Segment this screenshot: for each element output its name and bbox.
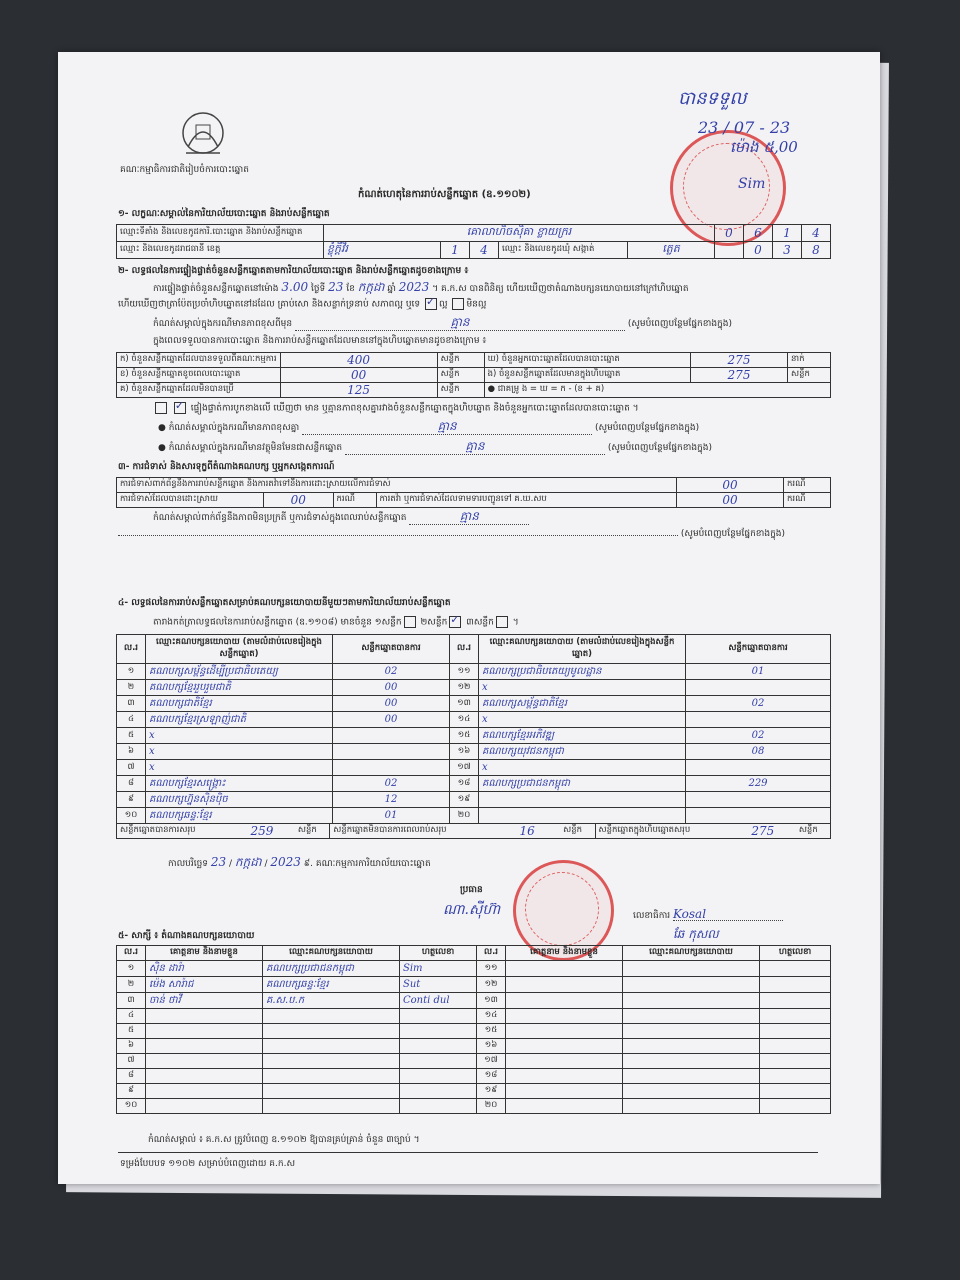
- witness-signature: [760, 1084, 831, 1099]
- witness-row: [117, 1084, 831, 1099]
- party-no: ១៣: [450, 696, 479, 712]
- total-valid-value: 259: [250, 824, 274, 838]
- witness-row: [117, 1024, 831, 1039]
- party-votes: [333, 744, 450, 760]
- section5-heading: ៥- សាក្សី ៖ តំណាងគណបក្សនយោបាយ: [118, 931, 255, 941]
- witness-party: គណបក្សឆន្ទៈខ្មែរ: [263, 977, 400, 993]
- received-ballots-value: 400: [280, 353, 437, 368]
- commune-code-3: 8: [802, 242, 831, 259]
- has-diff-checkbox[interactable]: [155, 402, 167, 414]
- witness-signature: [760, 1099, 831, 1114]
- party-name: គណបក្សប្រជាជនកម្ពុជា: [479, 776, 686, 792]
- witness-no: ២: [117, 977, 146, 993]
- witness-party: [263, 1054, 400, 1069]
- witness-no: ១២: [477, 977, 506, 993]
- total-box-label: សន្លឹកឆ្នោតក្នុងហិបឆ្នោតសរុប: [598, 825, 691, 835]
- party-no: ១៧: [450, 760, 479, 776]
- witness-party: [263, 1084, 400, 1099]
- party-row: [117, 712, 831, 728]
- discrepancy-note: ● កំណត់សម្គាល់ក្នុងករណីមានភាពខុសគ្នា គ្មាន (សូមបំពេញបន្ថែមផ្នែកខាងក្នុង): [158, 419, 700, 433]
- witness-no: ១០: [117, 1099, 146, 1114]
- witness-signature: [760, 1039, 831, 1054]
- party-no: ២០: [450, 808, 479, 824]
- party-votes: [686, 712, 831, 728]
- witness-party: [623, 1054, 760, 1069]
- witness-party: [263, 1099, 400, 1114]
- witness-row: [117, 993, 831, 1009]
- irregularity-note: កំណត់សម្គាល់ពាក់ព័ន្ធនឹងភាពមិនប្រក្រតី ឬការជំទាស់ក្នុងពេលរាប់សន្លឹកឆ្នោត គ្មាន: [153, 510, 529, 525]
- witness-party: [263, 1039, 400, 1054]
- party-votes: 01: [333, 808, 450, 824]
- party-row: [117, 696, 831, 712]
- witness-name: [506, 961, 623, 977]
- witness-table: ល.រ គោត្តនាម និងនាមខ្លួន ឈ្មោះគណបក្សនយោបាយ ហត្ថលេខា ល.រ គោត្តនាម និងនាមខ្លួន ឈ្មោះគណបក្សនយោបាយ ហត្ថលេខា ១ សុិន ដារ៉ា គណបក្សប្រជាជនកម្ពុជា Sim ១១ ២ ម៉េង សារ៉ាជ គណបក្សឆន្ទៈខ្មែរ Sut ១២ ៣ ចាន់ ថាវី គ.ស.ប.ក Conti dul ១៣ ៤ ១៤ ៥ ១៥ ៦ ១៦ ៧ ១៧ ៨ ១៨ ៩ ១៩ ១០ ២០: [116, 945, 831, 1114]
- party-row: [117, 808, 831, 824]
- three-sheet-checkbox[interactable]: [496, 616, 508, 628]
- witness-party: [623, 1039, 760, 1054]
- witness-name: សុិន ដារ៉ា: [146, 961, 263, 977]
- stamp-time: ម៉ោង ៥,00: [730, 138, 798, 156]
- witness-signature: [760, 961, 831, 977]
- party-name: x: [146, 744, 333, 760]
- one-sheet-checkbox[interactable]: [404, 616, 416, 628]
- party-name: គណបក្សខ្មែររួបរួមជាតិ: [146, 680, 333, 696]
- witness-signature: [760, 1054, 831, 1069]
- footer-divider: [118, 1152, 818, 1153]
- party-votes: 229: [686, 776, 831, 792]
- party-votes: 08: [686, 744, 831, 760]
- party-name: គណបក្សខ្មែរសង្រ្គោះ: [146, 776, 333, 792]
- unused-ballots-value: 125: [280, 383, 437, 398]
- party-no: ៤: [117, 712, 146, 728]
- difference-note-value: គ្មាន: [450, 315, 470, 329]
- party-no: ៥: [117, 728, 146, 744]
- party-no: ៧: [117, 760, 146, 776]
- received-ballots-label: ក) ចំនួនសន្លឹកឆ្នោតដែលបានទទួលពីគណៈកម្មការ: [117, 353, 281, 368]
- witness-name: ម៉េង សារ៉ាជ: [146, 977, 263, 993]
- station-code-2: 6: [744, 225, 773, 242]
- party-votes: [333, 728, 450, 744]
- party-name: គណបក្សឆន្ទៈខ្មែរ: [146, 808, 333, 824]
- party-votes: [686, 808, 831, 824]
- total-invalid-label: សន្លឹកឆ្នោតមិនបានការពេលរាប់សរុប: [333, 825, 447, 835]
- province-label: ឈ្មោះ និងលេខកូដរាជធានី ខេត្ត: [117, 242, 324, 259]
- witness-party: [263, 1009, 400, 1024]
- verification-time: 3.00: [281, 280, 309, 294]
- commune-label: ឈ្មោះ និងលេខកូដឃុំ សង្កាត់: [499, 242, 628, 258]
- difference-note: កំណត់សម្គាល់ក្នុងករណីមានភាពខុសពីមុន គ្មាន (សូមបំពេញបន្ថែមផ្នែកខាងក្នុង): [153, 315, 732, 329]
- witness-name: [146, 1009, 263, 1024]
- verification-year: 2023: [398, 280, 430, 294]
- witness-note: កំណត់សម្គាល់ ៖ គ.ក.ស ត្រូវបំពេញ ឧ.១១០២ ឱ្យបានគ្រប់គ្រាន់ ចំនួន ៣ច្បាប់ ។: [148, 1135, 420, 1145]
- witness-party: [263, 1024, 400, 1039]
- document-page: [58, 52, 880, 1184]
- ballots-in-box-label: ង) ចំនួនសន្លឹកឆ្នោតដែលមានក្នុងហិបឆ្នោត: [484, 368, 690, 383]
- party-votes: [686, 760, 831, 776]
- referred-label: ការតវ៉ា ឬការជំទាស់ដែលទាមទារបញ្ជូនទៅ គ.ឃ.សប: [376, 493, 676, 508]
- discrepancy-check-line: ✓ ផ្ទៀងផ្ទាត់ការបូកខាងលើ ឃើញថា មាន ឬគ្មានភាពខុសគ្នារវាងចំនួនសន្លឹកឆ្នោតក្នុងហិបឆ្នោត និងចំនួនអ្នកបោះឆ្នោតដែលបានបោះឆ្នោត ។: [153, 402, 639, 415]
- party-name: x: [146, 760, 333, 776]
- witness-name: [506, 977, 623, 993]
- witness-party: [623, 961, 760, 977]
- unused-ballots-label: គ) ចំនួនសន្លឹកឆ្នោតដែលមិនបានប្រើ: [117, 383, 281, 398]
- station-code-4: 4: [802, 225, 831, 242]
- resolved-label: ការជំទាស់ដែលបានដោះស្រាយ: [117, 493, 264, 508]
- party-name: គណបក្សសម្ព័ន្ធដើម្បីប្រជាធិបតេយ្យ: [146, 664, 333, 680]
- secretary-signature: Kosal: [673, 908, 783, 921]
- party-no: ១១: [450, 664, 479, 680]
- witness-no: ៧: [117, 1054, 146, 1069]
- witness-party: [623, 977, 760, 993]
- witness-no: ៤: [117, 1009, 146, 1024]
- voters-value: 275: [691, 353, 788, 368]
- commune-value: ត្លេត: [662, 242, 680, 255]
- witness-row: [117, 961, 831, 977]
- witness-no: ២០: [477, 1099, 506, 1114]
- party-name: x: [479, 712, 686, 728]
- ballots-in-box-value: 275: [691, 368, 788, 383]
- stamp-date: 23 / 07 - 23: [698, 118, 791, 137]
- witness-no: ៦: [117, 1039, 146, 1054]
- party-no: ១៩: [450, 792, 479, 808]
- section1-table: [116, 224, 831, 259]
- party-no: ៨: [117, 776, 146, 792]
- station-code-1: 0: [715, 225, 744, 242]
- total-box-value: 275: [751, 824, 775, 838]
- party-results-table: ល.រ ឈ្មោះគណបក្សនយោបាយ (តាមលំដាប់លេខរៀងក្នុងសន្លឹកឆ្នោត) សន្លឹកឆ្នោតបានការ ល.រ ឈ្មោះគណបក្សនយោបាយ (តាមលំដាប់លេខរៀងក្នុងសន្លឹកឆ្នោត) សន្លឹកឆ្នោតបានការ ១ គណបក្សសម្ព័ន្ធដើម្បីប្រជាធិបតេយ្យ 02 ១១ គណបក្សប្រជាធិបតេយ្យមូលដ្ឋាន 01 ២ គណបក្សខ្មែររួបរួមជាតិ 00 ១២ x ៣ គណបក្សជាតិខ្មែរ 00 ១៣ គណបក្សសម្ព័ន្ធជាតិខ្មែរ 02 ៤ គណបក្សខ្មែរស្រឡាញ់ជាតិ 00 ១៤ x ៥ x ១៥ គណបក្សខ្មែរអភិវឌ្ឍ 02 ៦ x ១៦ គណបក្សយុវជនកម្ពុជា 08 ៧ x ១៧ x ៨ គណបក្សខ្មែរសង្រ្គោះ 02 ១៨ គណបក្សប្រជាជនកម្ពុជា 229 ៩ គណបក្សហ្វ៊ុនស៊ិនប៉ិច 12 ១៩ ១០ គណបក្សឆន្ទៈខ្មែរ 01 ២០ សន្លឹកឆ្នោតបានការសរុប 259 សន្លឹក សន្លឹកឆ្នោតមិនបានការពេលរាប់សរុប 16 សន្លឹក សន្លឹកឆ្នោតក្នុងហិបឆ្នោតសរុប 275 សន្លឹក: [116, 634, 831, 839]
- signing-date-line: កាលបរិច្ឆេទ 23 / កក្កដា / 2023 ៩. គណៈកម្មការការិយាល័យបោះឆ្នោត: [168, 855, 431, 869]
- total-invalid-value: 16: [519, 824, 535, 838]
- witness-no: ៥: [117, 1024, 146, 1039]
- complaints-label: ការជំទាស់ពាក់ព័ន្ធនឹងការរាប់សន្លឹកឆ្នោត និងការតវ៉ាទៅនឹងការដោះស្រាយលើការជំទាស់: [117, 478, 677, 493]
- party-name: [479, 808, 686, 824]
- witness-signature: [400, 1069, 477, 1084]
- witness-signature: [760, 1069, 831, 1084]
- witness-row: [117, 1039, 831, 1054]
- commune-code-1: 0: [744, 242, 773, 259]
- party-no: ១៤: [450, 712, 479, 728]
- witness-party: [623, 1069, 760, 1084]
- formula-note: ● ជាគម្រូ ង = ឃ = ក - (ខ + គ): [484, 383, 830, 398]
- party-votes: 02: [686, 728, 831, 744]
- verification-month: កក្កដា: [357, 280, 385, 294]
- foreign-object-note: ● កំណត់សម្គាល់ក្នុងករណីមានវត្ថុមិនមែនជាសន្លឹកឆ្នោត គ្មាន (សូមបំពេញបន្ថែមផ្នែកខាងក្នុង): [158, 439, 712, 453]
- witness-signature: Conti dul: [400, 993, 477, 1009]
- witness-name: [506, 1099, 623, 1114]
- witness-no: ៩: [117, 1084, 146, 1099]
- witness-name: [146, 1024, 263, 1039]
- spoiled-ballots-value: 00: [280, 368, 437, 383]
- party-row: [117, 664, 831, 680]
- chair-signature: ណា.សុីហ៊ា: [443, 902, 501, 918]
- referred-value: 00: [677, 493, 784, 508]
- secretary-line: លេខាធិការ Kosal: [633, 908, 783, 922]
- org-name: គណៈកម្មាធិការជាតិរៀបចំការបោះឆ្នោត: [120, 165, 249, 175]
- party-no: ១៦: [450, 744, 479, 760]
- witness-name: [506, 1054, 623, 1069]
- emblem-icon: [178, 107, 228, 162]
- witness-party: [623, 1024, 760, 1039]
- witness-name: [506, 1039, 623, 1054]
- witness-party: គ.ស.ប.ក: [263, 993, 400, 1009]
- witness-row: [117, 1069, 831, 1084]
- party-no: ៦: [117, 744, 146, 760]
- seal-status-line: ហើយឃើញថាត្រាប៉ែតប្រចាំហិបឆ្នោតនៅដដែល គ្រាប់សោ និងសន្លាក់ទ្រនាប់ សភាពល្អ ឬទេ ✓ ល្អ មិនល្អ: [118, 298, 486, 311]
- witness-name: [146, 1099, 263, 1114]
- party-votes: 02: [333, 776, 450, 792]
- party-no: ១០: [117, 808, 146, 824]
- witness-no: ១: [117, 961, 146, 977]
- chair-label: ប្រធាន: [460, 885, 483, 895]
- witness-row: [117, 1054, 831, 1069]
- section1-heading: ១- លក្ខណៈសម្គាល់នៃការិយាល័យបោះឆ្នោត និងរាប់សន្លឹកឆ្នោត: [118, 209, 330, 219]
- witness-name: [506, 1009, 623, 1024]
- polling-station-value: គោលាហិចសុិគា ខ្លាយក្ររ: [324, 225, 715, 242]
- party-name: គណបក្សជាតិខ្មែរ: [146, 696, 333, 712]
- witness-signature: Sut: [400, 977, 477, 993]
- section2-heading: ២- លទ្ធផលនៃការផ្ទៀងផ្ទាត់ចំនួនសន្លឹកឆ្នោតតាមការិយាល័យបោះឆ្នោត និងរាប់សន្លឹកឆ្នោតដូចខាងក្រោម ៖: [118, 266, 469, 276]
- total-valid-label: សន្លឹកឆ្នោតបានការសរុប: [120, 825, 196, 835]
- witness-signature: [400, 1054, 477, 1069]
- party-row: [117, 680, 831, 696]
- witness-row: [117, 1009, 831, 1024]
- witness-no: ១៥: [477, 1024, 506, 1039]
- party-name: គណបក្សសម្ព័ន្ធជាតិខ្មែរ: [479, 696, 686, 712]
- witness-no: ១៣: [477, 993, 506, 1009]
- witness-name: [146, 1084, 263, 1099]
- voters-label: ឃ) ចំនួនអ្នកបោះឆ្នោតដែលបានបោះឆ្នោត: [484, 353, 690, 368]
- party-name: គណបក្សហ្វ៊ុនស៊ិនប៉ិច: [146, 792, 333, 808]
- party-votes: 12: [333, 792, 450, 808]
- irregularity-note-line2: (សូមបំពេញបន្ថែមផ្នែកខាងក្នុង): [118, 528, 785, 540]
- no-diff-checkbox[interactable]: [174, 402, 186, 414]
- party-no: ១២: [450, 680, 479, 696]
- party-votes: 02: [686, 696, 831, 712]
- party-row: [117, 760, 831, 776]
- complaints-table: ការជំទាស់ពាក់ព័ន្ធនឹងការរាប់សន្លឹកឆ្នោត និងការតវ៉ាទៅនឹងការដោះស្រាយលើការជំទាស់ 00 ករណី ការជំទាស់ដែលបានដោះស្រាយ 00 ករណី ការតវ៉ា ឬការជំទាស់ដែលទាមទារបញ្ជូនទៅ គ.ឃ.សប 00 ករណី: [116, 477, 831, 508]
- witness-party: [623, 1084, 760, 1099]
- seal-bad-checkbox[interactable]: [452, 298, 464, 310]
- witness-name: [146, 1069, 263, 1084]
- party-votes: 00: [333, 712, 450, 728]
- section4-heading: ៤- លទ្ធផលនៃការរាប់សន្លឹកឆ្នោតសម្រាប់គណបក្សនយោបាយនីមួយៗតាមការិយាល័យរាប់សន្លឹកឆ្នោត: [118, 598, 451, 608]
- commune-code-2: 3: [773, 242, 802, 259]
- party-votes: 02: [333, 664, 450, 680]
- party-row: [117, 776, 831, 792]
- witness-no: ១៩: [477, 1084, 506, 1099]
- party-no: ២: [117, 680, 146, 696]
- witness-row: [117, 1099, 831, 1114]
- witness-party: [623, 1099, 760, 1114]
- witness-name: [506, 993, 623, 1009]
- verification-line: ការផ្ទៀងផ្ទាត់ចំនួនសន្លឹកឆ្នោតនៅម៉ោង 3.00 ថ្ងៃទី 23 ខែ កក្កដា ឆ្នាំ 2023 ។ គ.ក.ស បានពិនិត្យ ហើយឃើញថាតំណាងបក្សនយោបាយនៅក្រៅហិបឆ្នោត: [153, 280, 689, 294]
- witness-signature: [760, 1009, 831, 1024]
- witness-signature: Sim: [400, 961, 477, 977]
- party-row: [117, 728, 831, 744]
- party-name: គណបក្សខ្មែរអភិវឌ្ឍ: [479, 728, 686, 744]
- witness-party: គណបក្សប្រជាជនកម្ពុជា: [263, 961, 400, 977]
- footer-text: ទម្រង់បែបបទ ១១០២ សម្រាប់បំពេញដោយ គ.ក.ស: [120, 1159, 296, 1169]
- polling-station-label: ឈ្មោះទីតាំង និងលេខកូដការិ.បោះឆ្នោត និងរាប់សន្លឹកឆ្នោត: [117, 225, 324, 242]
- secretary-name: ឆែ កុសល: [673, 927, 719, 941]
- witness-party: [263, 1069, 400, 1084]
- party-name: [479, 792, 686, 808]
- stamp-received-label: បានទទួល: [678, 88, 747, 109]
- party-votes: [333, 760, 450, 776]
- party-name: x: [479, 760, 686, 776]
- two-sheet-checkbox[interactable]: [449, 616, 461, 628]
- party-no: ១៨: [450, 776, 479, 792]
- party-no: ៩: [117, 792, 146, 808]
- witness-signature: [400, 1009, 477, 1024]
- party-name: គណបក្សប្រជាធិបតេយ្យមូលដ្ឋាន: [479, 664, 686, 680]
- witness-party: [623, 993, 760, 1009]
- witness-name: ចាន់ ថាវី: [146, 993, 263, 1009]
- witness-signature: [760, 977, 831, 993]
- document-title: កំណត់ហេតុនៃការរាប់សន្លឹកឆ្នោត (ឧ.១១០២): [358, 189, 531, 200]
- stamp-signature: Sim: [738, 176, 766, 192]
- station-code-3: 1: [773, 225, 802, 242]
- witness-party: [623, 1009, 760, 1024]
- party-name: x: [146, 728, 333, 744]
- spoiled-ballots-label: ខ) ចំនួនសន្លឹកឆ្នោតខូចពេលបោះឆ្នោត: [117, 368, 281, 383]
- witness-name: [506, 1024, 623, 1039]
- section3-heading: ៣- ការជំទាស់ និងសារទុក្ខពីតំណាងគណបក្ស ឬអ្នកសង្កេតការណ៍: [118, 462, 335, 472]
- verification-day: 23: [328, 280, 344, 294]
- witness-name: [146, 1054, 263, 1069]
- party-votes: 00: [333, 696, 450, 712]
- witness-no: ១១: [477, 961, 506, 977]
- witness-name: [146, 1039, 263, 1054]
- witness-no: ៣: [117, 993, 146, 1009]
- party-votes: 01: [686, 664, 831, 680]
- witness-signature: [400, 1024, 477, 1039]
- party-no: ៣: [117, 696, 146, 712]
- witness-name: [506, 1069, 623, 1084]
- witness-no: ៨: [117, 1069, 146, 1084]
- party-name: គណបក្សយុវជនកម្ពុជា: [479, 744, 686, 760]
- witness-signature: [400, 1099, 477, 1114]
- party-row: [117, 744, 831, 760]
- witness-signature: [760, 993, 831, 1009]
- witness-signature: [400, 1039, 477, 1054]
- witness-no: ១៨: [477, 1069, 506, 1084]
- witness-no: ១៦: [477, 1039, 506, 1054]
- seal-good-checkbox[interactable]: [425, 298, 437, 310]
- party-name: គណបក្សខ្មែរស្រឡាញ់ជាតិ: [146, 712, 333, 728]
- party-votes: 00: [333, 680, 450, 696]
- witness-signature: [400, 1084, 477, 1099]
- province-value: ខ្លុំក្តីវិរ: [324, 242, 441, 259]
- province-code-2: 4: [470, 242, 499, 258]
- witness-no: ១៤: [477, 1009, 506, 1024]
- party-votes: [686, 680, 831, 696]
- witness-no: ១៧: [477, 1054, 506, 1069]
- complaints-value: 00: [677, 478, 784, 493]
- party-row: [117, 792, 831, 808]
- sheet-count-line: តារាងកត់ត្រាលទ្ធផលនៃការរាប់សន្លឹកឆ្នោត (ឧ.១១០៨) មានចំនួន ១សន្លឹក ២សន្លឹក✓ ៣សន្លឹក ។: [153, 616, 519, 629]
- ballot-counts-table: ក) ចំនួនសន្លឹកឆ្នោតដែលបានទទួលពីគណៈកម្មការ 400 សន្លឹក ឃ) ចំនួនអ្នកបោះឆ្នោតដែលបានបោះឆ្នោត 275 នាក់ ខ) ចំនួនសន្លឹកឆ្នោតខូចពេលបោះឆ្នោត 00 សន្លឹក ង) ចំនួនសន្លឹកឆ្នោតដែលមានក្នុងហិបឆ្នោត 275 សន្លឹក គ) ចំនួនសន្លឹកឆ្នោតដែលមិនបានប្រើ 125 សន្លឹក ● ជាគម្រូ ង = ឃ = ក - (ខ + គ): [116, 352, 831, 398]
- party-votes: [686, 792, 831, 808]
- witness-row: [117, 977, 831, 993]
- counts-intro: ក្នុងពេលទទួលបានការបោះឆ្នោត និងការរាប់សន្លឹកឆ្នោតដែលមាននៅក្នុងហិបឆ្នោតមានដូចខាងក្រោម ៖: [153, 336, 487, 346]
- party-no: ១: [117, 664, 146, 680]
- party-name: x: [479, 680, 686, 696]
- resolved-value: 00: [290, 493, 306, 507]
- province-code-1: 1: [441, 242, 470, 259]
- witness-signature: [760, 1024, 831, 1039]
- witness-name: [506, 1084, 623, 1099]
- party-no: ១៥: [450, 728, 479, 744]
